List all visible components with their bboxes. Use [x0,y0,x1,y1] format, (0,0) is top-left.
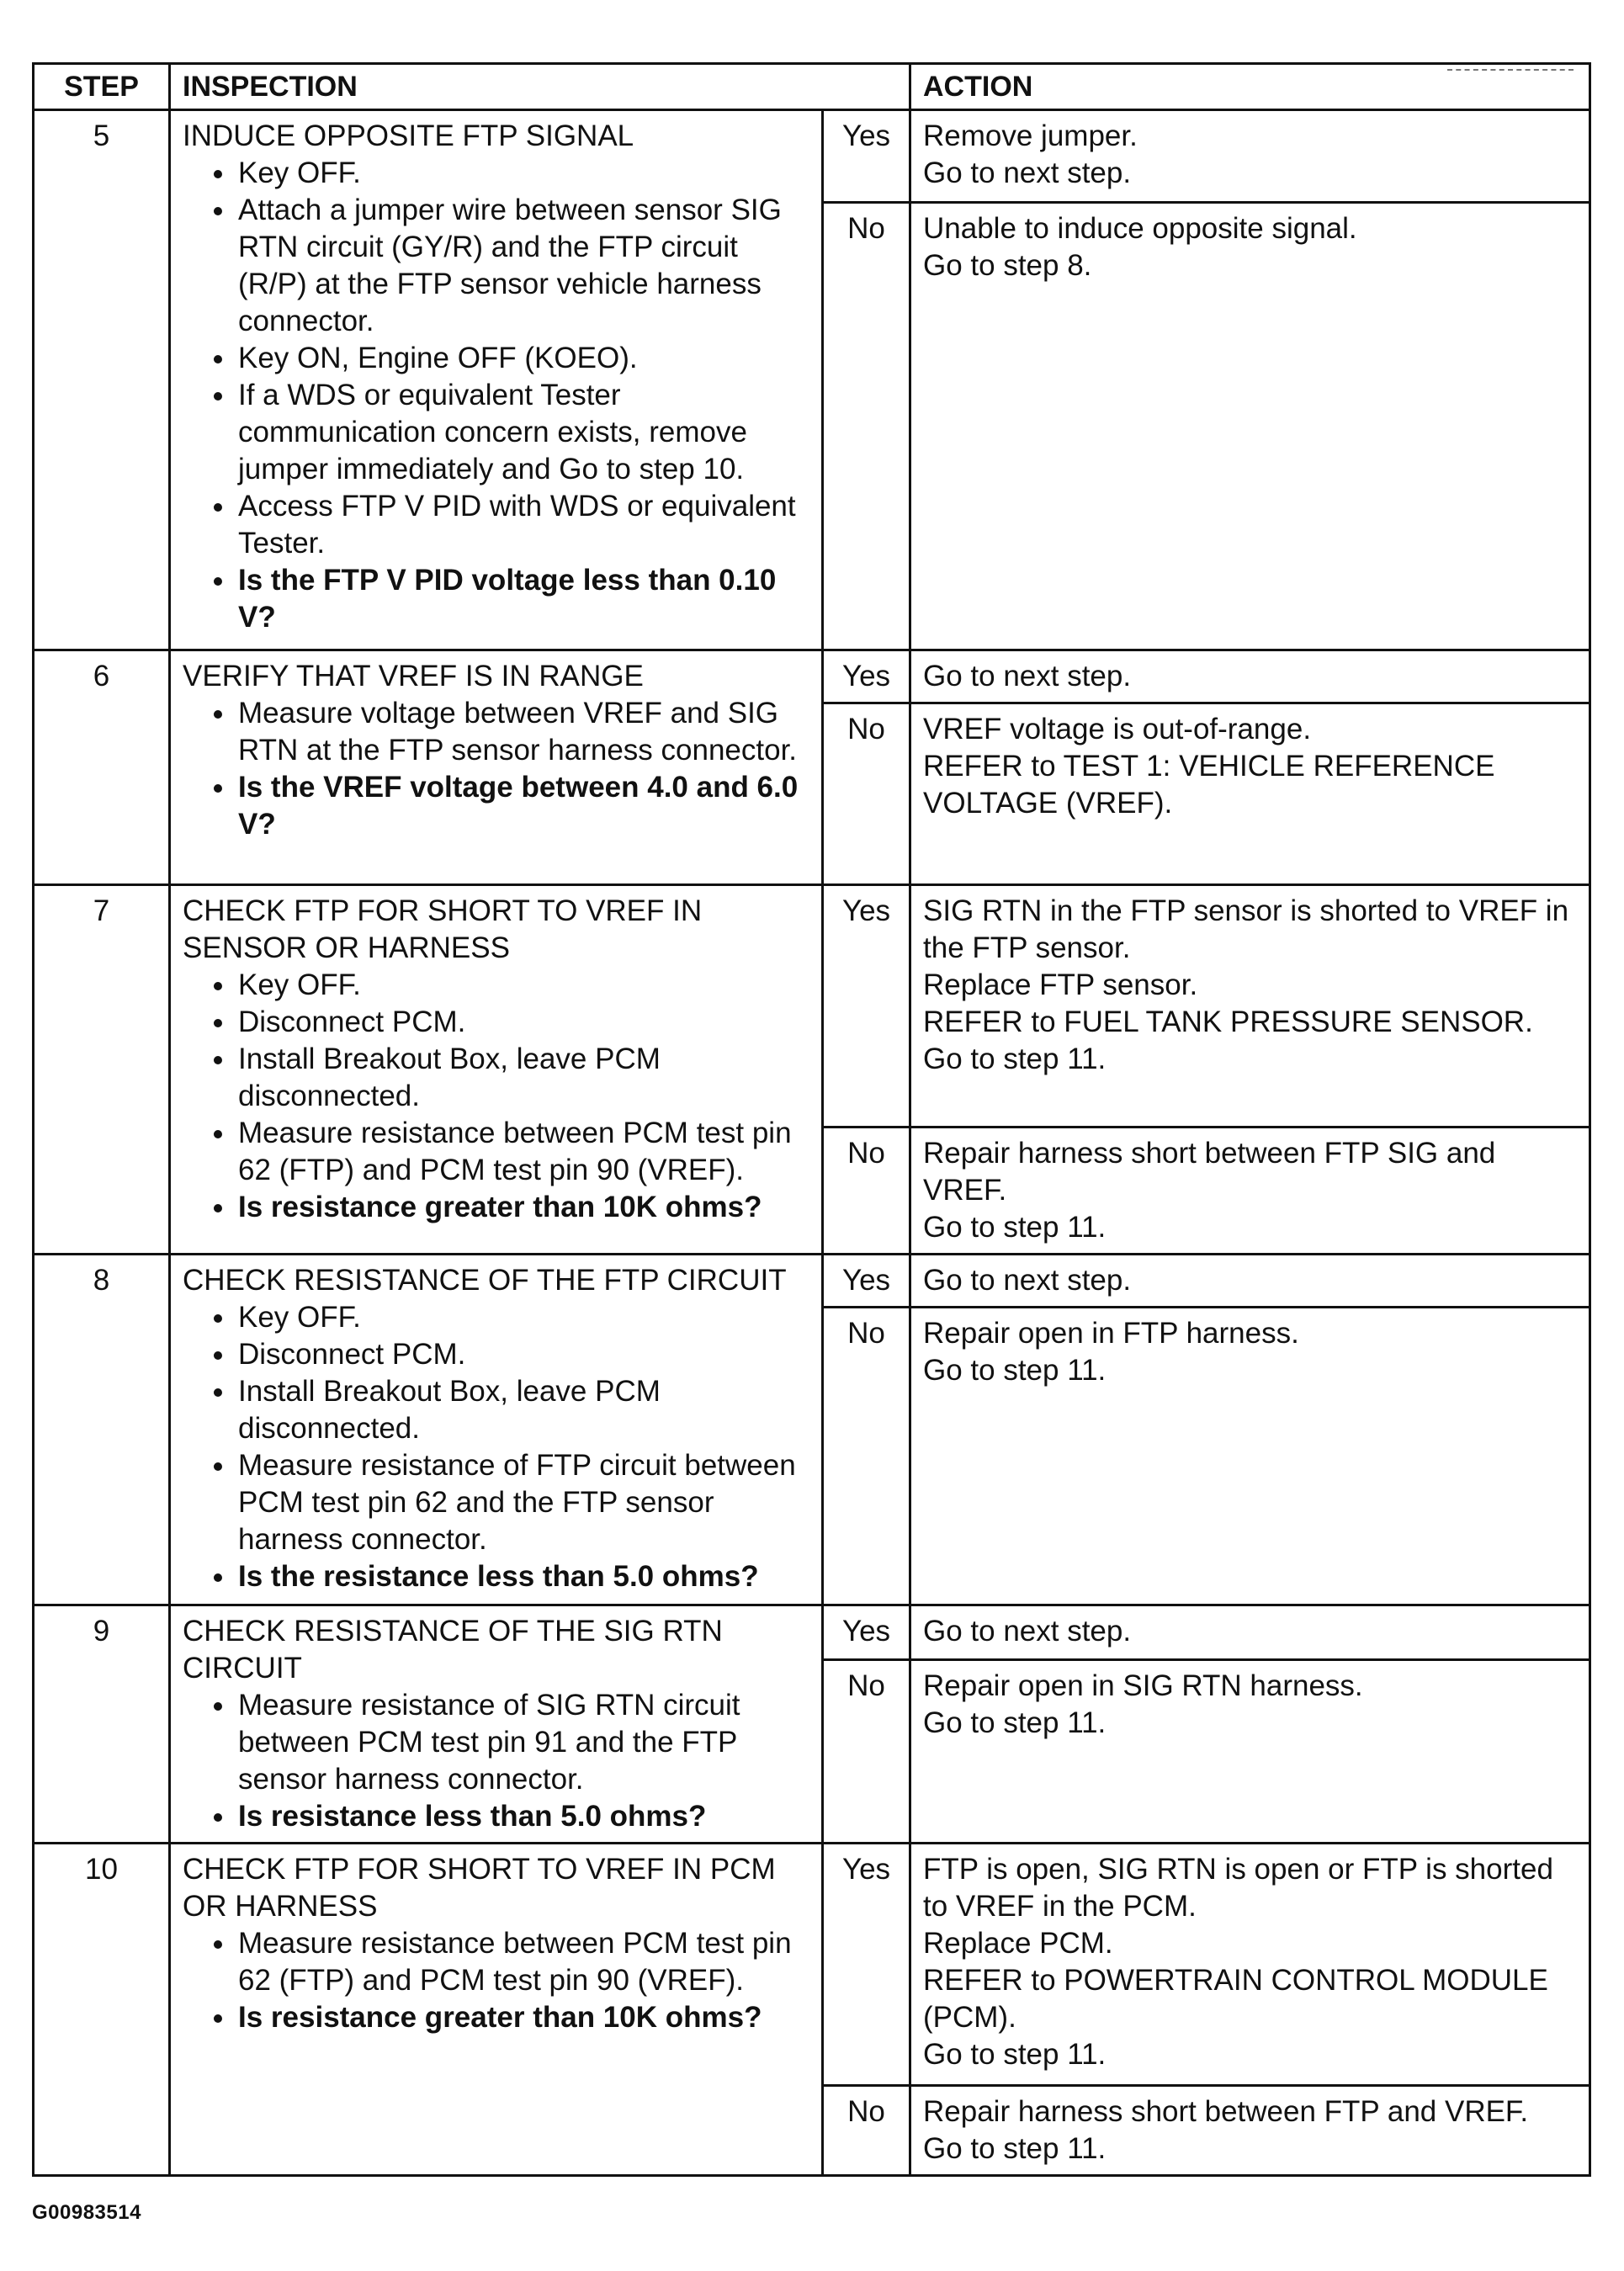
step-number: 6 [34,650,170,885]
step-number: 8 [34,1255,170,1605]
step-row-yes [34,1844,1590,2086]
no-label: No [823,1128,910,1255]
no-action-cell [910,1659,1590,1843]
yes-label: Yes [823,650,910,703]
inspection-bullet: • Measure resistance of FTP circuit between PCM test pin 62 and the FTP sensor harness connector. [236,1447,809,1558]
yes-action-cell [910,650,1590,703]
yes-action-line: Remove jumper. [923,119,1138,152]
figure-code: G00983514 [32,2201,141,2224]
inspection-title: CHECK FTP FOR SHORT TO VREF IN SENSOR OR HARNESS [183,894,703,964]
inspection-question: • Is resistance greater than 10K ohms? [236,1189,809,1226]
no-action-line: Repair open in SIG RTN harness. [923,1669,1363,1702]
yes-action-line: Replace FTP sensor. [923,968,1198,1001]
diagnostic-table [32,62,1591,2177]
yes-action-line: FTP is open, SIG RTN is open or FTP is shorted to VREF in the PCM. [923,1853,1553,1923]
yes-label: Yes [823,1255,910,1308]
step-row-yes [34,1605,1590,1660]
yes-label: Yes [823,885,910,1128]
inspection-bullet: • If a WDS or equivalent Tester communication concern exists, remove jumper immediately and Go to step 10. [236,377,809,488]
header-step: STEP [34,64,170,110]
no-label: No [823,2086,910,2176]
no-action-line: Go to step 11. [923,2132,1107,2165]
inspection-title: CHECK FTP FOR SHORT TO VREF IN PCM OR HARNESS [183,1853,776,1923]
yes-action-cell [910,110,1590,203]
yes-action-cell [910,885,1590,1128]
yes-action-line: Go to next step. [923,1264,1132,1297]
step-number: 10 [34,1844,170,2176]
inspection-bullet: • Attach a jumper wire between sensor SIG RTN circuit (GY/R) and the FTP circuit (R/P) at the FTP sensor vehicle harness connector. [236,192,809,340]
inspection-bullet: • Access FTP V PID with WDS or equivalent Tester. [236,488,809,562]
inspection-bullet: • Measure resistance between PCM test pin 62 (FTP) and PCM test pin 90 (VREF). [236,1115,809,1189]
inspection-bullet: • Measure voltage between VREF and SIG RTN at the FTP sensor harness connector. [236,695,809,769]
yes-action-line: Replace PCM. [923,1927,1113,1960]
step-row-yes [34,1255,1590,1308]
inspection-cell [170,110,823,650]
inspection-question: • Is the VREF voltage between 4.0 and 6.0 V? [236,769,809,843]
inspection-bullet: • Key OFF. [236,1299,809,1336]
step-row-yes [34,110,1590,203]
inspection-question: • Is resistance less than 5.0 ohms? [236,1798,809,1835]
yes-label: Yes [823,110,910,203]
no-action-cell [910,703,1590,885]
no-action-line: Repair open in FTP harness. [923,1317,1299,1350]
step-number: 7 [34,885,170,1255]
table-body [34,110,1590,2176]
header-action: ACTION [910,64,1590,110]
inspection-bullets [183,155,809,636]
yes-action-line: Go to step 11. [923,1043,1107,1075]
no-label: No [823,703,910,885]
step-row-yes [34,650,1590,703]
step-number: 5 [34,110,170,650]
yes-action-cell [910,1844,1590,2086]
no-action-line: Go to step 11. [923,1211,1107,1244]
inspection-bullets [183,1687,809,1835]
yes-action-line: Go to next step. [923,1615,1132,1648]
inspection-bullets [183,967,809,1226]
no-label: No [823,203,910,650]
header-inspection: INSPECTION [170,64,910,110]
no-action-cell [910,1128,1590,1255]
no-label: No [823,1308,910,1605]
inspection-title: CHECK RESISTANCE OF THE FTP CIRCUIT [183,1264,787,1297]
no-action-line: REFER to TEST 1: VEHICLE REFERENCE VOLTAGE (VREF). [923,750,1495,820]
inspection-bullets [183,1925,809,2036]
inspection-bullet: • Key OFF. [236,155,809,192]
inspection-bullet: • Disconnect PCM. [236,1004,809,1041]
no-action-cell [910,203,1590,650]
no-action-line: VREF voltage is out-of-range. [923,713,1312,746]
yes-label: Yes [823,1605,910,1660]
no-action-line: Go to step 8. [923,249,1092,282]
no-action-cell [910,2086,1590,2176]
inspection-question: • Is resistance greater than 10K ohms? [236,1999,809,2036]
inspection-cell [170,885,823,1255]
yes-action-line: REFER to FUEL TANK PRESSURE SENSOR. [923,1006,1533,1038]
inspection-bullet: • Install Breakout Box, leave PCM disconnected. [236,1041,809,1115]
yes-action-line: Go to next step. [923,660,1132,692]
inspection-title: INDUCE OPPOSITE FTP SIGNAL [183,119,634,152]
inspection-cell [170,1255,823,1605]
yes-action-cell [910,1605,1590,1660]
inspection-question: • Is the resistance less than 5.0 ohms? [236,1558,809,1595]
yes-action-line: Go to next step. [923,157,1132,189]
inspection-title: CHECK RESISTANCE OF THE SIG RTN CIRCUIT [183,1615,723,1685]
yes-action-cell [910,1255,1590,1308]
inspection-cell [170,1844,823,2176]
inspection-bullet: • Disconnect PCM. [236,1336,809,1373]
no-action-line: Repair harness short between FTP and VREF. [923,2095,1529,2128]
no-action-line: Go to step 11. [923,1706,1107,1739]
no-action-line: Go to step 11. [923,1354,1107,1387]
no-label: No [823,1659,910,1843]
inspection-title: VERIFY THAT VREF IS IN RANGE [183,660,644,692]
no-action-line: Unable to induce opposite signal. [923,212,1357,245]
inspection-bullet: • Install Breakout Box, leave PCM disconnected. [236,1373,809,1447]
no-action-cell [910,1308,1590,1605]
yes-action-line: REFER to POWERTRAIN CONTROL MODULE (PCM). [923,1964,1548,2034]
inspection-bullet: • Key OFF. [236,967,809,1004]
inspection-question: • Is the FTP V PID voltage less than 0.10 V? [236,562,809,636]
no-action-line: Repair harness short between FTP SIG and VREF. [923,1137,1496,1207]
inspection-bullets [183,1299,809,1595]
diagnostic-table-container [32,62,1589,2177]
step-number: 9 [34,1605,170,1844]
yes-action-line: SIG RTN in the FTP sensor is shorted to VREF in the FTP sensor. [923,894,1569,964]
inspection-bullet: • Key ON, Engine OFF (KOEO). [236,340,809,377]
yes-label: Yes [823,1844,910,2086]
yes-action-line: Go to step 11. [923,2038,1107,2071]
step-row-yes [34,885,1590,1128]
inspection-bullets [183,695,809,843]
inspection-cell [170,650,823,885]
inspection-bullet: • Measure resistance of SIG RTN circuit between PCM test pin 91 and the FTP sensor harness connector. [236,1687,809,1798]
inspection-bullet: • Measure resistance between PCM test pin 62 (FTP) and PCM test pin 90 (VREF). [236,1925,809,1999]
table-header-row [34,64,1590,110]
inspection-cell [170,1605,823,1844]
